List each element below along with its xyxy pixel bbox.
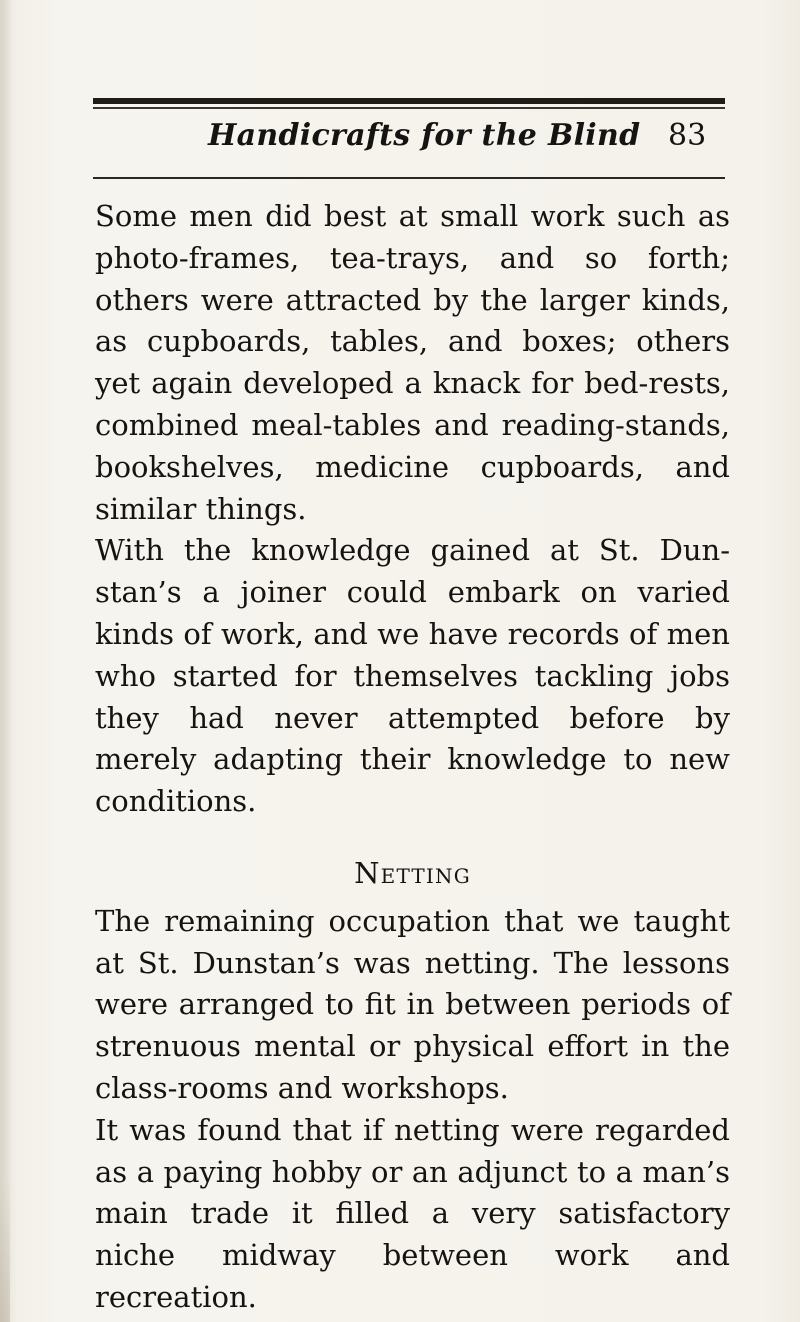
running-head: Handicrafts for the Blind bbox=[208, 118, 641, 153]
header-rule-thick bbox=[93, 98, 725, 104]
paragraph: The remaining occupation that we taught at St. Dunstan’s was netting. The lessons were arranged to fit in between periods of strenuous mental or physical effort in the class-rooms and workshops. bbox=[95, 903, 730, 1105]
header-rule-bottom bbox=[93, 177, 725, 179]
page-body bbox=[95, 196, 730, 1319]
paragraph: It was found that if netting were regarded as a paying hobby or an adjunct to a man’s main trade it filled a very satisfactory niche midway between work and recreation. bbox=[95, 1112, 730, 1314]
header-rule-thin bbox=[93, 107, 725, 109]
paragraph: Some men did best at small work such as photo-frames, tea-trays, and so forth; others were attracted by the larger kinds, as cupboards, tables, and boxes; others yet again developed a knack for bed-rests, combined meal-tables and reading-stands, bookshelves, medicine cupboards, and similar things. bbox=[95, 199, 730, 526]
paragraph: With the knowledge gained at St. Dunstan’s a joiner could embark on varied kinds of work, and we have records of men who started for themselves tackling jobs they had never attempted before by merely adapting their knowledge to new conditions. bbox=[95, 533, 730, 819]
page-stain bbox=[0, 1180, 10, 1322]
page-edge-shadow bbox=[0, 0, 12, 1322]
page-number: 83 bbox=[668, 118, 707, 153]
section-heading: Netting bbox=[354, 855, 471, 890]
